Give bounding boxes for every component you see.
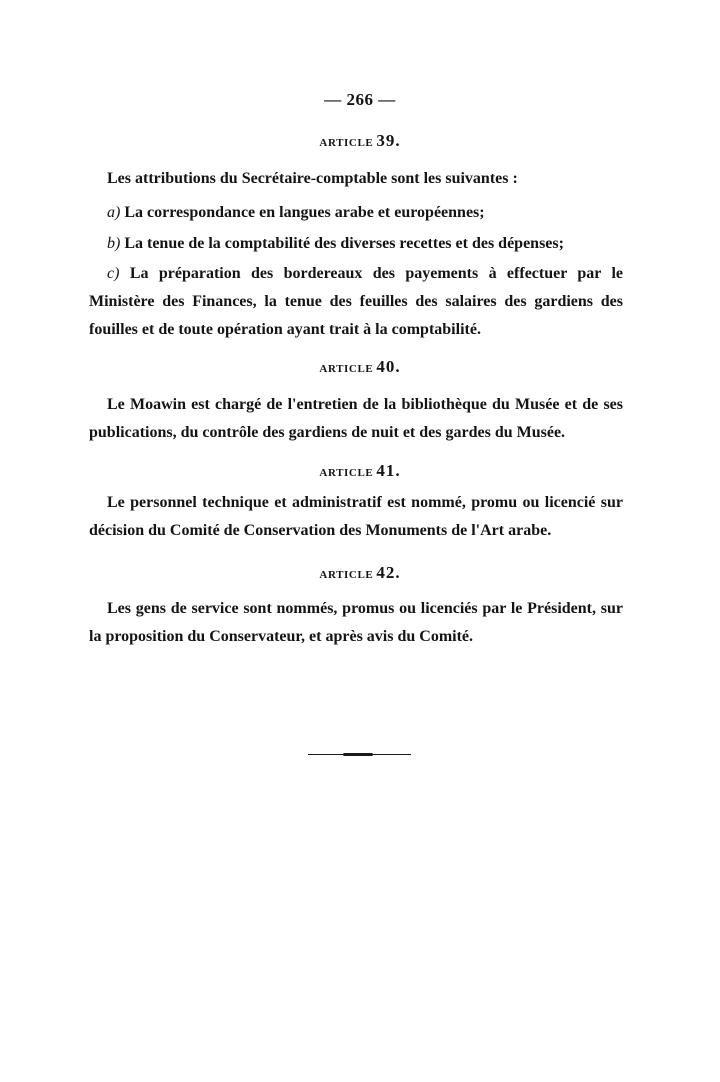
item-text: La tenue de la comptabilité des diverses recettes et des dépenses; — [124, 235, 564, 252]
article-number: 42. — [376, 563, 401, 582]
article-number: 39. — [376, 131, 401, 150]
article-42-text: Les gens de service sont nommés, promus ou licenciés par le Président, sur la proposition du Conservateur, et après avis du Comité. — [89, 600, 623, 645]
closing-rule-ornament — [343, 753, 373, 756]
item-text: La préparation des bordereaux des payements à effectuer par le Ministère des Finances, la tenue des feuilles des salaires des gardiens des fouilles et de toute opération ayant trait à la comptabilité. — [89, 265, 624, 338]
article-39-item-c — [89, 260, 623, 344]
item-marker: b) — [107, 235, 121, 252]
item-text: La correspondance en langues arabe et européennes; — [124, 204, 485, 221]
page-number: — 266 — — [324, 90, 396, 109]
article-label: ARTICLE — [319, 363, 374, 375]
article-label: ARTICLE — [319, 137, 374, 149]
article-39-heading — [0, 131, 720, 151]
article-39-intro: Les attributions du Secrétaire-comptable sont les suivantes : — [107, 170, 518, 187]
item-marker: c) — [107, 265, 120, 282]
article-label: ARTICLE — [319, 467, 374, 479]
article-42-heading — [0, 563, 720, 583]
article-40-text: Le Moawin est chargé de l'entretien de la bibliothèque du Musée et de ses publications, du contrôle des gardiens de nuit et des gardes du Musée. — [89, 396, 623, 441]
article-40-heading — [0, 357, 720, 377]
article-41-heading — [0, 461, 720, 481]
item-marker: a) — [107, 204, 121, 221]
article-39-item-b — [89, 230, 623, 258]
article-number: 41. — [376, 461, 401, 480]
article-number: 40. — [376, 357, 401, 376]
article-41-text: Le personnel technique et administratif est nommé, promu ou licencié sur décision du Comité de Conservation des Monuments de l'Art arabe. — [89, 494, 623, 539]
article-39-item-a — [89, 199, 623, 227]
article-label: ARTICLE — [319, 569, 374, 581]
